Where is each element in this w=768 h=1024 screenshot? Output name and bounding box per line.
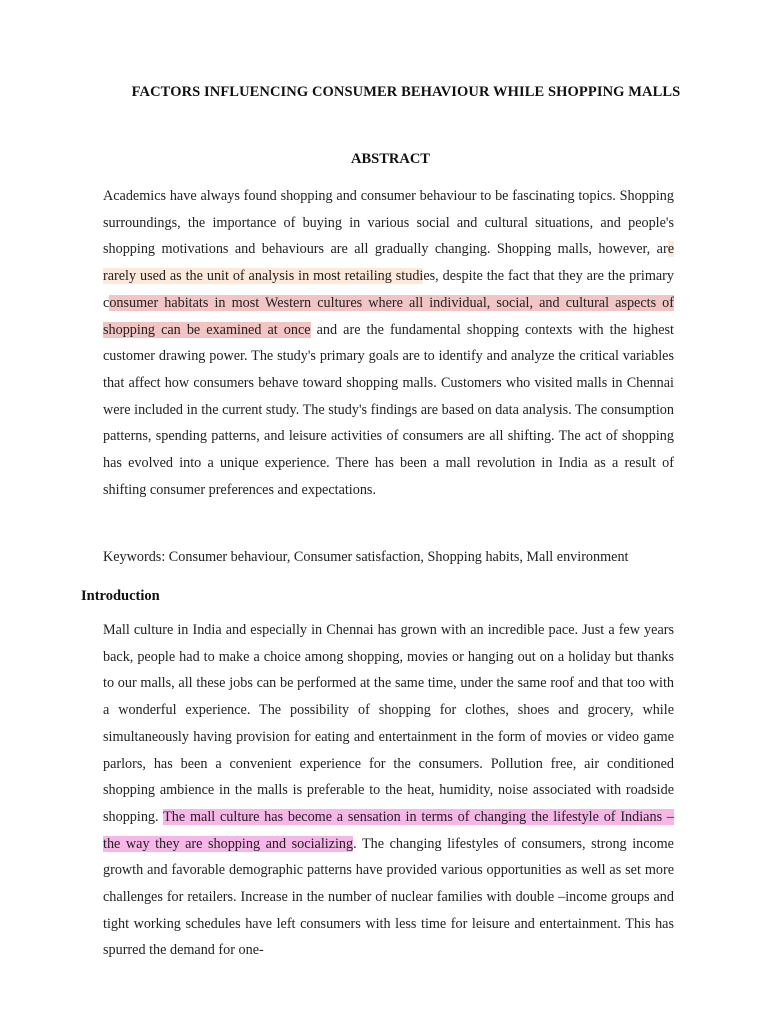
abstract-text-2: es, despite the fact that they are the primary c [103, 268, 674, 311]
abstract-highlight-2: onsumer habitats in most Western cultures where all individual, social, and cultural aspects of shopping can be examined at once [103, 294, 674, 338]
abstract-text-3: and are the fundamental shopping contexts with the highest customer drawing power. The study's primary goals are to identify and analyze the critical variables that affect how consumers behave toward shopping malls. Customers who visited malls in Chennai were included in the current study. The study's findings are based on data analysis. The consumption patterns, spending patterns, and leisure activities of consumers are all shifting. The act of shopping has evolved into a unique experience. There has been a mall revolution in India as a result of shifting consumer preferences and expectations. [103, 321, 675, 498]
intro-text-2: . The changing lifestyles of consumers, strong income growth and favorable demographic patterns have provided various opportunities as well as set more challenges for retailers. Increase in the number of nuclear families with double –income groups and tight working schedules have left consumers with less time for leisure and entertainment. This has spurred the demand for one- [103, 835, 674, 959]
intro-highlight: The mall culture has become a sensation in terms of changing the lifestyle of Indians – the way they are shopping and socializing [103, 808, 674, 852]
keywords-line: Keywords: Consumer behaviour, Consumer satisfaction, Shopping habits, Mall environment [103, 549, 629, 565]
abstract-text-1: Academics have always found shopping and consumer behaviour to be fascinating topics. Shopping surroundings, the importance of buying in various social and cultural situations, and people's shopping motivations and behaviours are all gradually changing. Shopping malls, however, ar [103, 188, 674, 258]
introduction-paragraph [103, 617, 674, 964]
document-title: FACTORS INFLUENCING CONSUMER BEHAVIOUR WHILE SHOPPING MALLS [131, 84, 681, 100]
intro-text-1: Mall culture in India and especially in Chennai has grown with an incredible pace. Just a few years back, people had to make a choice among shopping, movies or hanging out on a holiday but thanks to our malls, all these jobs can be performed at the same time, under the same roof and that too with a wonderful experience. The possibility of shopping for clothes, shoes and grocery, while simultaneously having provision for eating and entertainment in the form of movies or video game parlors, has been a convenient experience for the consumers. Pollution free, air conditioned shopping ambience in the malls is preferable to the heat, humidity, noise associated with roadside shopping. [103, 622, 674, 825]
abstract-highlight-1: e rarely used as the unit of analysis in most retailing studi [103, 241, 674, 285]
abstract-heading: ABSTRACT [351, 151, 430, 167]
introduction-heading: Introduction [81, 588, 160, 604]
abstract-paragraph [103, 183, 674, 503]
